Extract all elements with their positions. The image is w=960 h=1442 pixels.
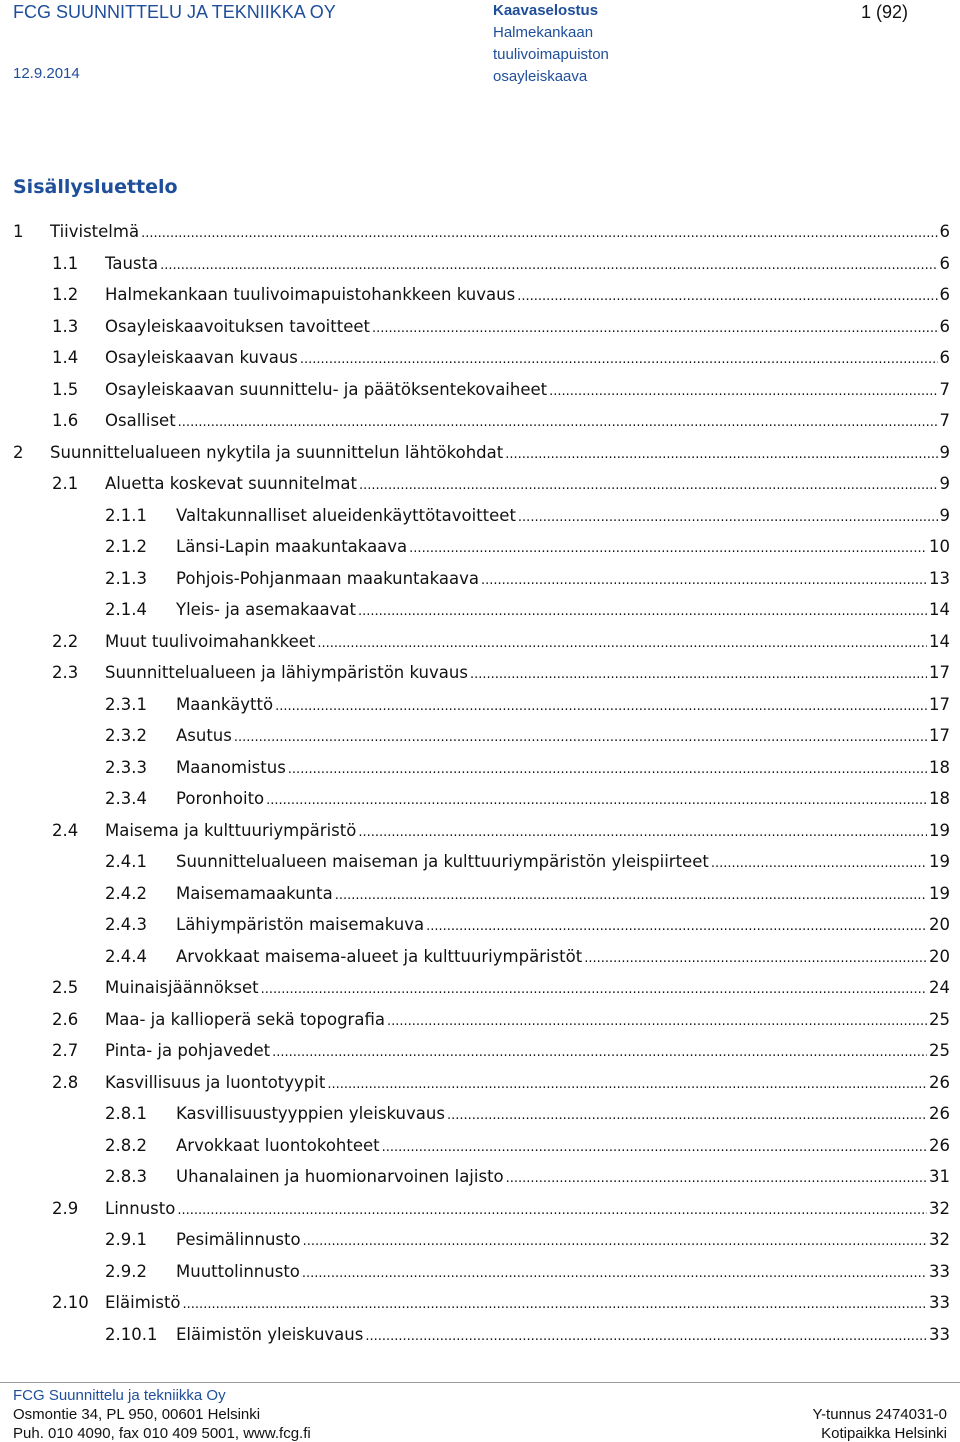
toc-entry-line: [105, 972, 950, 1005]
toc-entry-line: [176, 531, 950, 564]
toc-entry-title: Maisema ja kulttuuriympäristö: [105, 820, 357, 840]
toc-entry-title: Osayleiskaavoituksen tavoitteet: [105, 316, 370, 336]
toc-entry-page: 6: [939, 316, 950, 336]
toc-entry-line: [105, 626, 950, 659]
toc-dot-leader: [177, 1195, 927, 1226]
toc-entry[interactable]: [0, 437, 960, 469]
toc-dot-leader: [178, 407, 938, 438]
header-doc-type: Kaavaselostus: [493, 2, 599, 19]
toc-entry-number: 2.9.2: [105, 1261, 147, 1281]
toc-entry[interactable]: [0, 1035, 960, 1067]
toc-entry-page: 6: [939, 222, 950, 241]
toc-dot-leader: [447, 1100, 927, 1131]
toc-dot-leader: [517, 281, 937, 312]
toc-dot-leader: [141, 218, 937, 249]
toc-entry[interactable]: [0, 531, 960, 563]
header-doc-title-line: osayleiskaava: [493, 68, 588, 85]
toc-entry[interactable]: [0, 657, 960, 689]
toc-entry-number: 1.6: [52, 411, 79, 430]
footer-domicile: Kotipaikka Helsinki: [821, 1425, 947, 1442]
toc-entry[interactable]: [0, 846, 960, 878]
toc-entry-page: 32: [929, 1230, 950, 1249]
toc-entry[interactable]: [0, 720, 960, 752]
toc-entry-line: [50, 437, 950, 470]
toc-entry-line: [105, 1004, 950, 1037]
header-doc-title-line: Halmekankaan: [493, 24, 594, 41]
toc-entry-number: 1.1: [52, 253, 79, 273]
footer-contact: Puh. 010 4090, fax 010 409 5001, www.fcg.fi: [13, 1425, 311, 1442]
toc-entry-number: 2.3.1: [105, 694, 147, 714]
toc-entry-page: 18: [929, 757, 950, 777]
toc-entry-title: Osayleiskaavan suunnittelu- ja päätöksentekovaiheet: [105, 379, 548, 399]
header-doc-title-line: tuulivoimapuiston: [493, 46, 609, 63]
toc-entry-line: [105, 311, 950, 344]
toc-entry-page: 19: [929, 883, 950, 903]
toc-entry[interactable]: [0, 689, 960, 721]
toc-entry-line: [176, 1256, 950, 1289]
toc-entry-page: 19: [929, 820, 950, 840]
toc-entry-title: Eläimistö: [105, 1293, 181, 1312]
toc-entry-line: [176, 1130, 950, 1163]
toc-entry-page: 31: [929, 1167, 950, 1186]
toc-entry-title: Maanomistus: [176, 757, 286, 777]
toc-entry-number: 2.9.1: [105, 1230, 147, 1249]
toc-entry-page: 13: [929, 568, 950, 588]
toc-entry-line: [176, 1161, 950, 1194]
toc-entry-number: 1.3: [52, 316, 79, 336]
toc-entry-page: 24: [929, 978, 950, 997]
toc-entry-line: [176, 783, 950, 816]
toc-entry-number: 2.8.1: [105, 1104, 147, 1123]
toc-entry[interactable]: [0, 815, 960, 847]
toc-entry-title: Osayleiskaavan kuvaus: [105, 348, 298, 367]
toc-entry[interactable]: [0, 752, 960, 784]
toc-entry-title: Halmekankaan tuulivoimapuistohankkeen kuvaus: [105, 285, 516, 304]
toc-entry-line: [105, 657, 950, 690]
toc-entry-title: Maa- ja kallioperä sekä topografia: [105, 1009, 385, 1029]
toc-entry-number: 2.10.1: [105, 1324, 158, 1344]
toc-entry-title: Suunnittelualueen nykytila ja suunnittelun lähtökohdat: [50, 442, 504, 462]
toc-dot-leader: [711, 848, 927, 879]
toc-entry-number: 1: [13, 222, 24, 241]
toc-entry-page: 25: [929, 1009, 950, 1029]
toc-entry-title: Suunnittelualueen ja lähiympäristön kuvaus: [105, 663, 468, 682]
footer-address: Osmontie 34, PL 950, 00601 Helsinki: [13, 1406, 261, 1423]
toc-entry[interactable]: [0, 563, 960, 595]
toc-dot-leader: [506, 1163, 927, 1194]
toc-entry-page: 33: [929, 1324, 950, 1344]
header-page-number: 1 (92): [860, 2, 908, 22]
toc-entry-number: 2.6: [52, 1009, 79, 1029]
toc-entry-number: 2.9: [52, 1198, 79, 1218]
toc-dot-leader: [505, 439, 937, 470]
toc-entry[interactable]: [0, 342, 960, 374]
toc-dot-leader: [335, 880, 927, 911]
toc-entry[interactable]: [0, 594, 960, 626]
toc-entry[interactable]: [0, 279, 960, 311]
toc-dot-leader: [372, 313, 938, 344]
toc-entry-line: [105, 342, 950, 375]
toc-entry-title: Suunnittelualueen maiseman ja kulttuuriympäristön yleispiirteet: [176, 852, 709, 871]
toc-dot-leader: [234, 722, 927, 753]
toc-entry-title: Pesimälinnusto: [176, 1230, 301, 1249]
toc-entry-line: [176, 720, 950, 753]
toc-entry-title: Länsi-Lapin maakuntakaava: [176, 537, 408, 556]
toc-entry-page: 20: [929, 946, 950, 966]
toc-dot-leader: [160, 250, 937, 281]
toc-entry-line: [176, 1098, 950, 1131]
toc-entry-title: Osalliset: [105, 411, 176, 430]
toc-entry-number: 2.1.3: [105, 568, 147, 588]
toc-entry-title: Maankäyttö: [176, 694, 274, 714]
toc-entry[interactable]: [0, 248, 960, 280]
toc-entry-number: 2.3.2: [105, 726, 147, 745]
toc-entry-title: Lähiympäristön maisemakuva: [176, 915, 425, 934]
toc-dot-leader: [470, 659, 927, 690]
toc-entry-number: 2.8: [52, 1072, 79, 1092]
toc-entry[interactable]: [0, 500, 960, 532]
toc-dot-leader: [288, 754, 927, 785]
toc-dot-leader: [317, 628, 927, 659]
toc-entry-number: 2.1.1: [105, 505, 147, 525]
toc-dot-leader: [365, 1321, 927, 1352]
toc-entry[interactable]: [0, 941, 960, 973]
toc-entry-title: Muuttolinnusto: [176, 1261, 300, 1281]
toc-dot-leader: [518, 502, 938, 533]
toc-entry[interactable]: [0, 311, 960, 343]
toc-entry-page: 26: [929, 1072, 950, 1092]
toc-entry-number: 2.4.4: [105, 946, 147, 966]
toc-entry-line: [105, 1193, 950, 1226]
toc-entry-page: 6: [939, 348, 950, 367]
toc-entry-title: Maisemamaakunta: [176, 883, 333, 903]
toc-entry-number: 2.5: [52, 978, 79, 997]
toc-dot-leader: [300, 344, 938, 375]
toc-entry[interactable]: [0, 1319, 960, 1351]
toc-entry-number: 2.8.2: [105, 1135, 147, 1155]
toc-entry-title: Muut tuulivoimahankkeet: [105, 631, 316, 651]
toc-entry[interactable]: [0, 878, 960, 910]
toc-entry-line: [176, 563, 950, 596]
toc-entry-page: 33: [929, 1261, 950, 1281]
toc-entry-line: [105, 374, 950, 407]
toc-entry-page: 7: [939, 379, 950, 399]
toc-entry-page: 26: [929, 1135, 950, 1155]
toc-entry-line: [176, 500, 950, 533]
toc-dot-leader: [327, 1069, 927, 1100]
toc-entry-number: 2.4.2: [105, 883, 147, 903]
toc-entry-number: 2.3: [52, 663, 79, 682]
toc-dot-leader: [382, 1132, 927, 1163]
toc-entry-page: 26: [929, 1104, 950, 1123]
toc-entry[interactable]: [0, 1256, 960, 1288]
toc-entry-title: Yleis- ja asemakaavat: [176, 600, 357, 619]
toc-entry[interactable]: [0, 1067, 960, 1099]
page-footer: [0, 1382, 960, 1442]
toc-entry-page: 14: [929, 600, 950, 619]
toc-entry-number: 2.8.3: [105, 1167, 147, 1186]
toc-entry-line: [176, 1224, 950, 1257]
toc-dot-leader: [275, 691, 927, 722]
toc-entry[interactable]: [0, 216, 960, 248]
toc-dot-leader: [272, 1037, 927, 1068]
toc-entry-page: 17: [929, 694, 950, 714]
toc-entry-title: Arvokkaat maisema-alueet ja kulttuuriympäristöt: [176, 946, 583, 966]
toc-entry-number: 2.10: [52, 1293, 89, 1312]
toc-dot-leader: [266, 785, 927, 816]
toc-entry-number: 2.4.3: [105, 915, 147, 934]
toc-entry-line: [176, 752, 950, 785]
toc-entry[interactable]: [0, 1193, 960, 1225]
toc-entry-page: 25: [929, 1041, 950, 1060]
toc-dot-leader: [359, 470, 937, 501]
toc-entry-number: 1.4: [52, 348, 79, 367]
toc-entry-line: [105, 468, 950, 501]
toc-entry-number: 2.1.4: [105, 600, 147, 619]
toc-entry-number: 2.1: [52, 474, 79, 493]
toc-entry-page: 9: [939, 442, 950, 462]
toc-entry-title: Poronhoito: [176, 789, 265, 808]
toc-entry-line: [176, 689, 950, 722]
toc-dot-leader: [426, 911, 927, 942]
toc-entry-page: 20: [929, 915, 950, 934]
toc-entry-page: 33: [929, 1293, 950, 1312]
toc-entry[interactable]: [0, 1004, 960, 1036]
toc-dot-leader: [481, 565, 927, 596]
toc-dot-leader: [303, 1226, 927, 1257]
toc-title: Sisällysluettelo: [13, 176, 178, 198]
toc-entry-title: Uhanalainen ja huomionarvoinen lajisto: [176, 1167, 504, 1186]
toc-entry[interactable]: [0, 972, 960, 1004]
toc-dot-leader: [261, 974, 927, 1005]
toc-dot-leader: [302, 1258, 927, 1289]
toc-entry-title: Arvokkaat luontokohteet: [176, 1135, 380, 1155]
toc-entry[interactable]: [0, 374, 960, 406]
toc-entry-number: 2.4.1: [105, 852, 147, 871]
toc-entry-page: 10: [929, 537, 950, 556]
toc-entry-line: [105, 405, 950, 438]
toc-entry[interactable]: [0, 1130, 960, 1162]
toc-entry[interactable]: [0, 1098, 960, 1130]
toc-entry[interactable]: [0, 405, 960, 437]
toc-entry-line: [105, 1067, 950, 1100]
toc-entry-title: Kasvillisuustyyppien yleiskuvaus: [176, 1104, 445, 1123]
toc-dot-leader: [183, 1289, 927, 1320]
toc-entry-page: 6: [939, 253, 950, 273]
toc-dot-leader: [358, 596, 927, 627]
toc-entry[interactable]: [0, 1224, 960, 1256]
toc-entry[interactable]: [0, 626, 960, 658]
toc-entry-title: Tiivistelmä: [50, 222, 140, 241]
toc-entry-title: Linnusto: [105, 1198, 176, 1218]
toc-entry-line: [105, 1035, 950, 1068]
toc-entry-line: [176, 846, 950, 879]
toc-entry[interactable]: [0, 468, 960, 500]
toc-entry[interactable]: [0, 783, 960, 815]
toc-entry-line: [50, 216, 950, 249]
toc-entry-line: [105, 815, 950, 848]
toc-entry-page: 7: [939, 411, 950, 430]
toc-entry-line: [105, 279, 950, 312]
toc-entry-title: Aluetta koskevat suunnitelmat: [105, 474, 358, 493]
toc-entry-title: Kasvillisuus ja luontotyypit: [105, 1072, 326, 1092]
toc-entry-number: 2.3.4: [105, 789, 147, 808]
toc-entry[interactable]: [0, 1161, 960, 1193]
toc-entry-title: Pinta- ja pohjavedet: [105, 1041, 271, 1060]
footer-business-id: Y-tunnus 2474031-0: [812, 1406, 947, 1423]
toc-entry-number: 1.2: [52, 285, 79, 304]
footer-company: FCG Suunnittelu ja tekniikka Oy: [13, 1387, 226, 1404]
table-of-contents: [0, 216, 960, 1350]
toc-dot-leader: [358, 817, 927, 848]
toc-entry-page: 9: [939, 505, 950, 525]
toc-entry-line: [176, 878, 950, 911]
toc-entry-title: Valtakunnalliset alueidenkäyttötavoitteet: [176, 505, 516, 525]
toc-entry-line: [105, 248, 950, 281]
toc-entry-number: 2.7: [52, 1041, 79, 1060]
toc-entry-number: 2: [13, 442, 24, 462]
toc-entry-number: 1.5: [52, 379, 79, 399]
toc-entry-line: [176, 909, 950, 942]
toc-entry-line: [176, 1319, 950, 1352]
toc-entry-number: 2.1.2: [105, 537, 147, 556]
toc-dot-leader: [409, 533, 927, 564]
toc-entry-title: Muinaisjäännökset: [105, 978, 259, 997]
toc-entry-title: Eläimistön yleiskuvaus: [176, 1324, 364, 1344]
toc-entry-page: 32: [929, 1198, 950, 1218]
toc-entry-number: 2.2: [52, 631, 79, 651]
toc-dot-leader: [584, 943, 927, 974]
toc-entry-page: 18: [929, 789, 950, 808]
toc-entry-page: 6: [939, 285, 950, 304]
toc-entry[interactable]: [0, 1287, 960, 1319]
toc-entry-page: 19: [929, 852, 950, 871]
toc-dot-leader: [549, 376, 937, 407]
toc-dot-leader: [387, 1006, 927, 1037]
toc-entry-line: [176, 941, 950, 974]
toc-entry-page: 17: [929, 663, 950, 682]
toc-entry-page: 9: [939, 474, 950, 493]
toc-entry-number: 2.4: [52, 820, 79, 840]
toc-entry-page: 17: [929, 726, 950, 745]
header-date: 12.9.2014: [13, 65, 80, 82]
toc-entry-title: Tausta: [105, 253, 159, 273]
toc-entry-title: Pohjois-Pohjanmaan maakuntakaava: [176, 568, 479, 588]
toc-entry-line: [176, 594, 950, 627]
toc-entry-page: 14: [929, 631, 950, 651]
toc-entry[interactable]: [0, 909, 960, 941]
toc-entry-line: [105, 1287, 950, 1320]
toc-entry-title: Asutus: [176, 726, 232, 745]
header-document-info: [493, 0, 609, 88]
header-company: FCG SUUNNITTELU JA TEKNIIKKA OY: [13, 2, 336, 22]
toc-entry-number: 2.3.3: [105, 757, 147, 777]
